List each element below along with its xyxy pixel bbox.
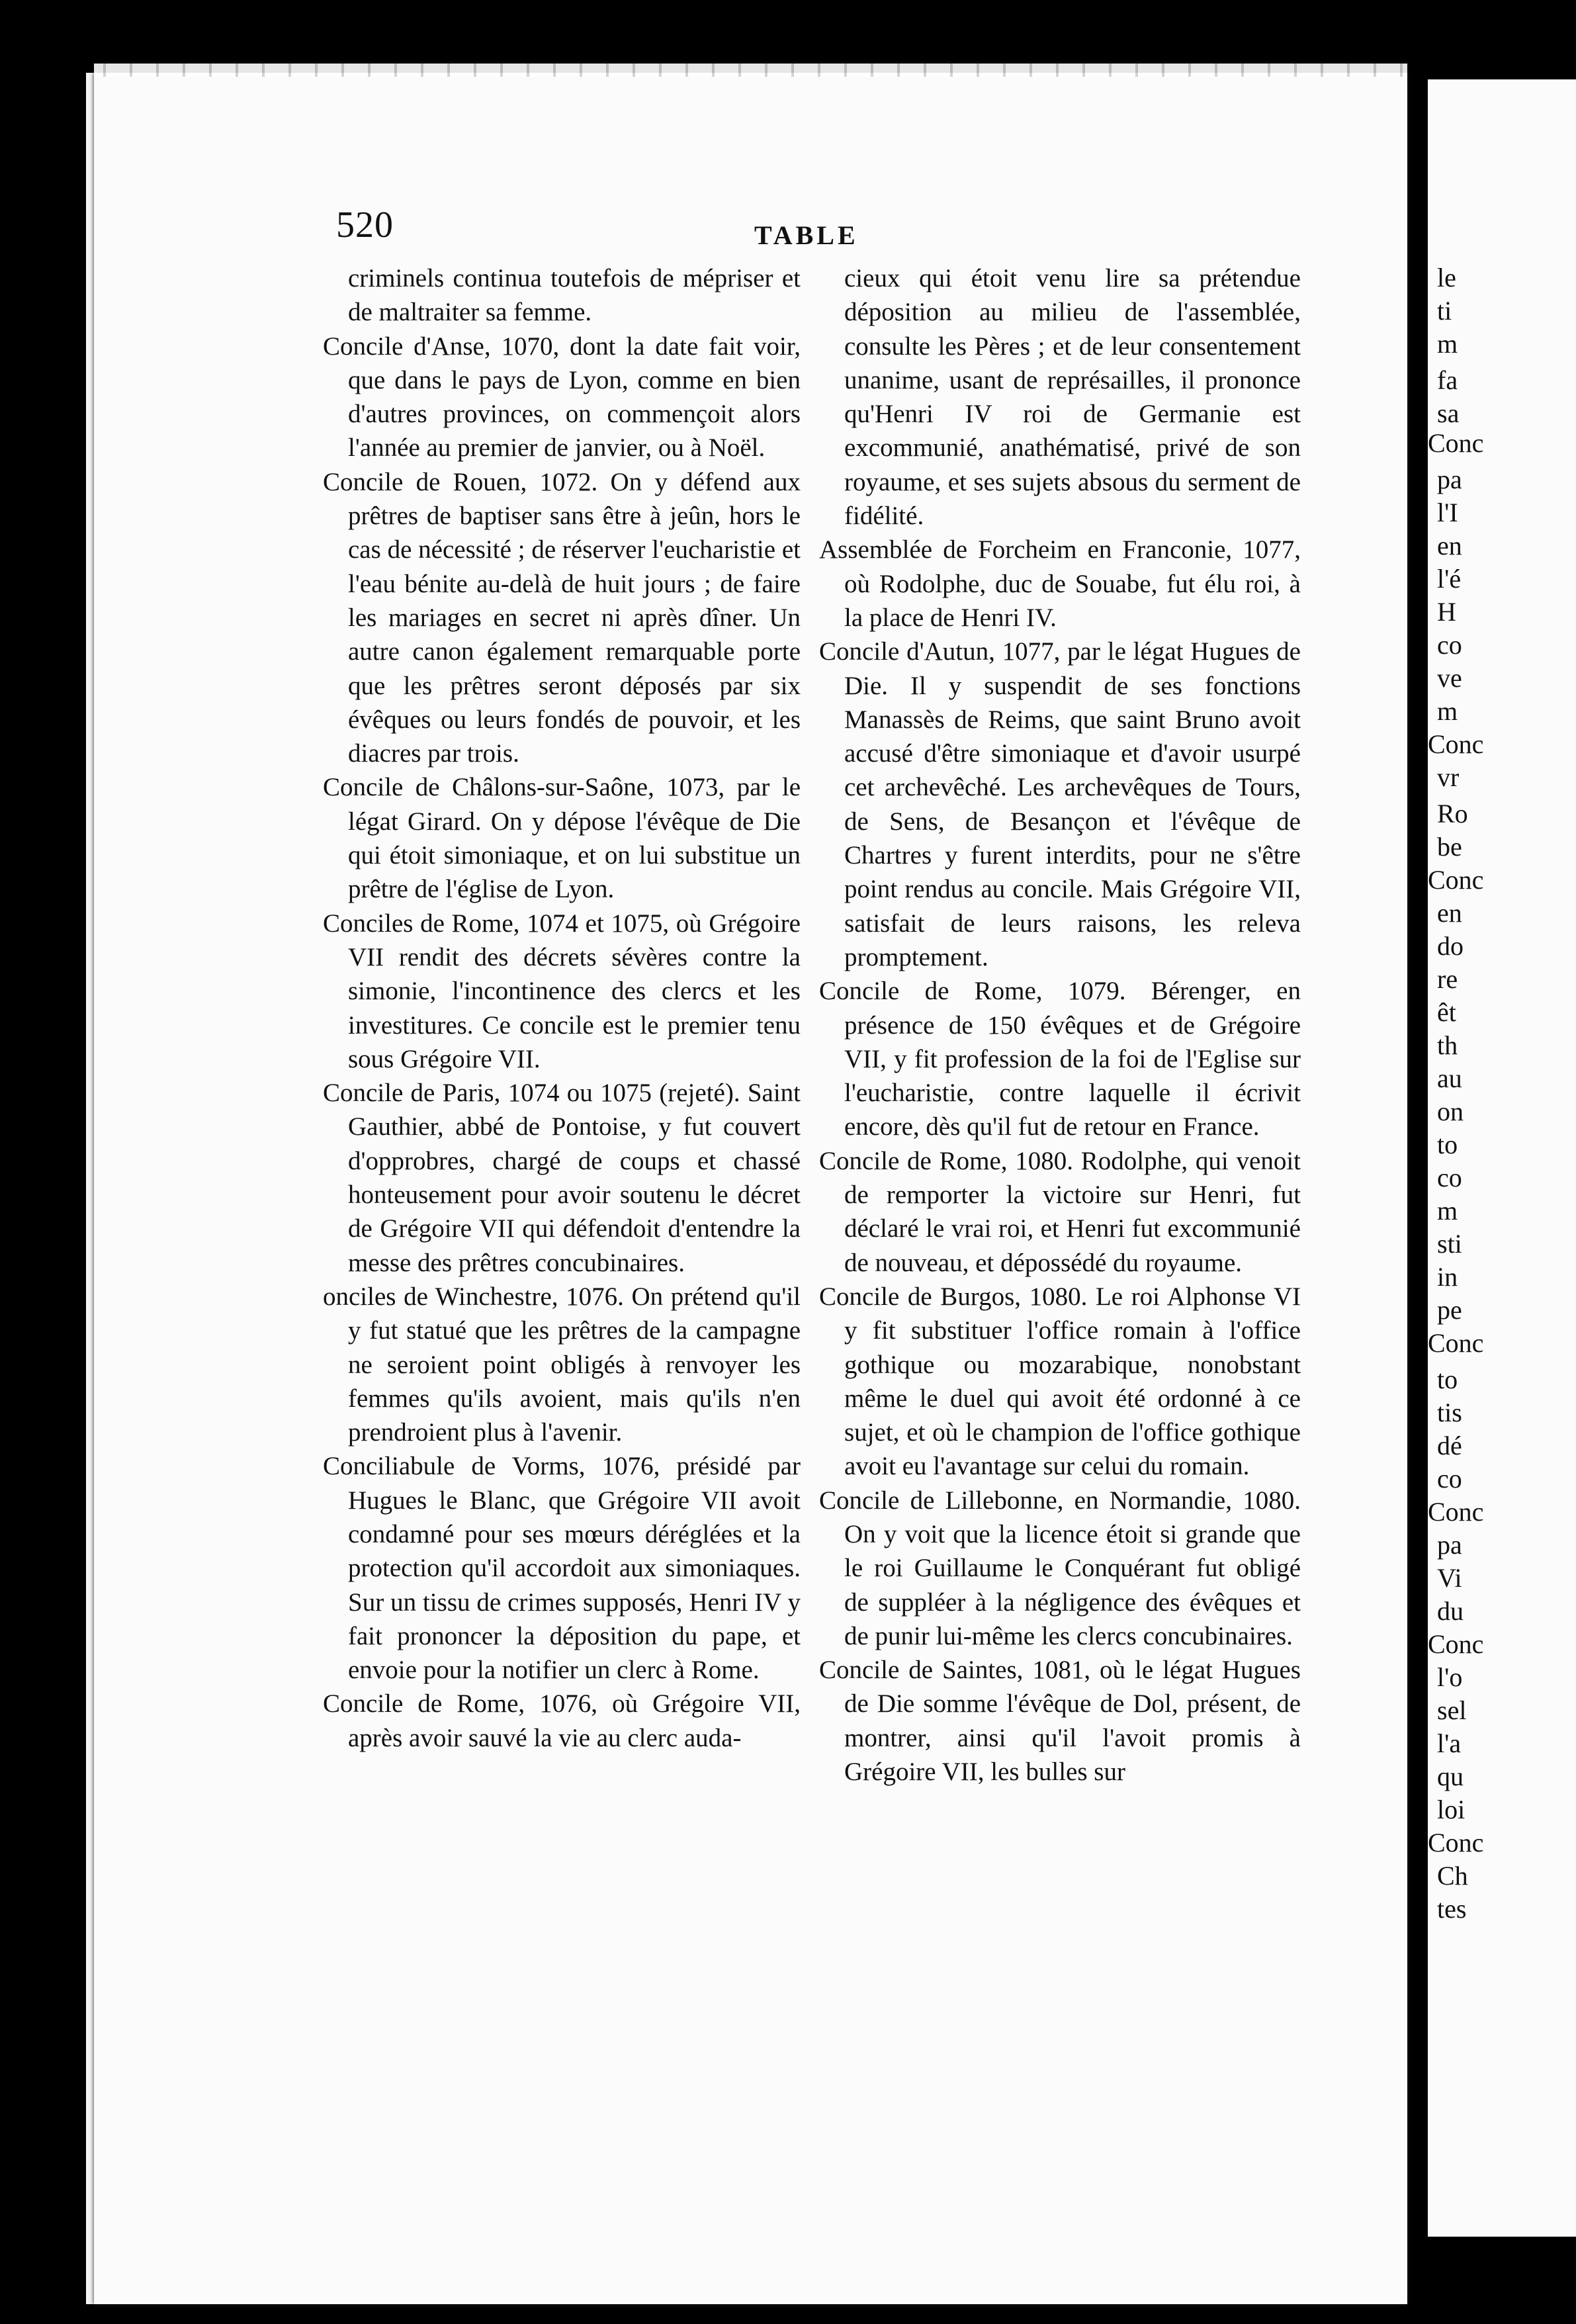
adjacent-page-fragment: en [1437,898,1462,928]
index-entry: Concile de Rome, 1079. Bérenger, en présence de 150 évêques et de Grégoire VII, y fit profession de la foi de l'Eglise sur l'eucharistie, contre laquelle il écrivit encore, dès qu'il fut de retour en France. [819,977,1301,1141]
adjacent-page-fragment: ve [1437,663,1462,693]
index-entry: Concile de Lillebonne, en Normandie, 1080. On y voit que la licence étoit si grande que le roi Guillaume le Conquérant fut obligé de suppléer à la négligence des évêques et de punir lui-même les clercs concubinaires. [819,1486,1301,1650]
adjacent-page-fragment: ti [1437,296,1452,326]
index-entry: Concile de Châlons-sur-Saône, 1073, par le légat Girard. On y dépose l'évêque de Die qui étoit simoniaque, et on lui substitue un prêtre de l'église de Lyon. [323,773,801,904]
index-entry: onciles de Winchestre, 1076. On prétend qu'il y fut statué que les prêtres de la campagne ne seroient point obligés à renvoyer les femmes qu'ils avoient, mais qu'ils n'en prendroient plus à l'avenir. [323,1282,801,1447]
index-entry: Assemblée de Forcheim en Franconie, 1077, où Rodolphe, duc de Souabe, fut élu roi, à la place de Henri IV. [819,535,1301,632]
adjacent-page-fragment: au [1437,1063,1462,1093]
adjacent-page-fragment: Conc [1428,865,1484,895]
adjacent-page-fragment: on [1437,1096,1464,1126]
adjacent-page-fragment: Conc [1428,1328,1484,1358]
adjacent-page-fragment: tis [1437,1398,1462,1427]
adjacent-page-fragment: l'é [1437,564,1462,594]
page-number: 520 [336,204,394,246]
adjacent-page-fragment: Ch [1437,1861,1468,1891]
adjacent-page-fragment: in [1437,1262,1458,1292]
adjacent-page-fragment: en [1437,531,1462,560]
adjacent-page-fragment: Vi [1437,1563,1462,1593]
index-entry: Concile de Burgos, 1080. Le roi Alphonse VI y fit substituer l'office romain à l'office gothique ou mozarabique, nonobstant même le duel qui avoit été ordonné à ce sujet, et où le champion de l'office gothique avoit eu l'avantage sur celui du romain. [819,1282,1301,1481]
adjacent-page-fragment: m [1437,696,1458,726]
adjacent-page-fragment: co [1437,1163,1462,1192]
index-entry: Concile de Paris, 1074 ou 1075 (rejeté). Saint Gauthier, abbé de Pontoise, y fut couvert d'opprobres, chargé de coups et chassé honteusement pour avoir soutenu le décret de Grégoire VII qui défendoit d'entendre la messe des prêtres concubinaires. [323,1079,801,1277]
adjacent-page-fragment: m [1437,329,1458,359]
adjacent-page-fragment: Ro [1437,799,1468,828]
index-entry: Concile d'Autun, 1077, par le légat Hugues de Die. Il y suspendit de ses fonctions Manassès de Reims, que saint Bruno avoit accusé d'être simoniaque et d'avoir usurpé cet archevêché. Les archevêques de Tours, de Sens, de Besançon et l'évêque de Chartres y furent interdits, pour ne s'être point rendus au concile. Mais Grégoire VII, satisfait de leurs raisons, les releva promptement. [819,637,1301,971]
adjacent-page-fragment: be [1437,832,1462,862]
adjacent-page-fragment: Conc [1428,428,1484,458]
adjacent-page-fragment: to [1437,1130,1458,1159]
adjacent-page-fragment: l'o [1437,1662,1463,1692]
adjacent-page-fragment: fa [1437,365,1458,395]
adjacent-page-fragment: l'I [1437,498,1458,527]
adjacent-page-fragment: sti [1437,1229,1462,1259]
adjacent-page-fragment: m [1437,1196,1458,1226]
adjacent-page-fragment: re [1437,964,1458,994]
adjacent-page-fragment: vr [1437,762,1460,792]
running-head: TABLE [754,220,859,250]
index-entry: Concile de Rome, 1076, où Grégoire VII, après avoir sauvé la vie au clerc auda- [323,1689,801,1752]
adjacent-page-fragment: Conc [1428,1828,1484,1857]
adjacent-page-fragment: l'a [1437,1728,1462,1758]
adjacent-page-fragment: pa [1437,1530,1462,1560]
adjacent-page-fragment: to [1437,1364,1458,1394]
adjacent-page-fragment: Conc [1428,729,1484,759]
adjacent-page-fragment: co [1437,630,1462,660]
page-top-edge [94,64,1407,77]
right-column [819,261,1301,1789]
adjacent-page-fragment: qu [1437,1762,1464,1791]
adjacent-page-fragment: Conc [1428,1629,1484,1659]
adjacent-page-fragment: êt [1437,997,1456,1027]
adjacent-page [1428,79,1576,2237]
adjacent-page-fragment: le [1437,263,1456,292]
adjacent-page-fragment: pa [1437,465,1462,494]
index-entry: Conciliabule de Vorms, 1076, présidé par Hugues le Blanc, que Grégoire VII avoit condamné pour ses mœurs déréglées et la protection qu'il accordoit aux simoniaques. Sur un tissu de crimes supposés, Henri IV y fait prononcer la déposition du pape, et envoie pour la notifier un clerc à Rome. [323,1452,801,1685]
index-entry: Concile de Saintes, 1081, où le légat Hugues de Die somme l'évêque de Dol, présent, de montrer, ainsi qu'il l'avoit promis à Grégoire VII, les bulles sur [819,1656,1301,1787]
adjacent-page-fragment: sa [1437,398,1460,428]
adjacent-page-fragment: pe [1437,1295,1462,1325]
left-column [323,261,801,1755]
adjacent-page-fragment: co [1437,1464,1462,1494]
adjacent-page-fragment: H [1437,597,1456,627]
adjacent-page-fragment: Conc [1428,1497,1484,1527]
index-entry: Concile de Rome, 1080. Rodolphe, qui venoit de remporter la victoire sur Henri, fut déclaré le vrai roi, et Henri fut excommunié de nouveau, et dépossédé du royaume. [819,1146,1301,1277]
adjacent-page-fragment: loi [1437,1795,1466,1824]
adjacent-page-fragment: dé [1437,1431,1462,1460]
index-entry: Conciles de Rome, 1074 et 1075, où Grégoire VII rendit des décrets sévères contre la simonie, l'incontinence des clercs et les investitures. Ce concile est le premier tenu sous Grégoire VII. [323,909,801,1073]
adjacent-page-fragment: do [1437,931,1464,961]
index-entry: criminels continua toutefois de mépriser et de maltraiter sa femme. [348,264,801,327]
adjacent-page-fragment: th [1437,1030,1458,1060]
adjacent-page-fragment: sel [1437,1695,1467,1725]
index-entry: cieux qui étoit venu lire sa prétendue déposition au milieu de l'assemblée, consulte les Pères ; et de leur consentement unanime, usant de représailles, il prononce qu'Henri IV roi de Germanie est excommunié, anathématisé, privé de son royaume, et ses sujets absous du serment de fidélité. [844,264,1301,531]
adjacent-page-fragment: du [1437,1596,1464,1626]
index-entry: Concile de Rouen, 1072. On y défend aux prêtres de baptiser sans être à jeûn, hors le cas de nécessité ; de réserver l'eucharistie et l'eau bénite au-delà de huit jours ; de faire les mariages en secret ni après dîner. Un autre canon également remarquable porte que les prêtres seront déposés par six évêques ou leurs fondés de pouvoir, et les diacres par trois. [323,467,801,768]
adjacent-page-fragment: tes [1437,1894,1467,1924]
index-entry: Concile d'Anse, 1070, dont la date fait voir, que dans le pays de Lyon, comme en bien d'autres provinces, on commençoit alors l'année au premier de janvier, ou à Noël. [323,332,801,463]
